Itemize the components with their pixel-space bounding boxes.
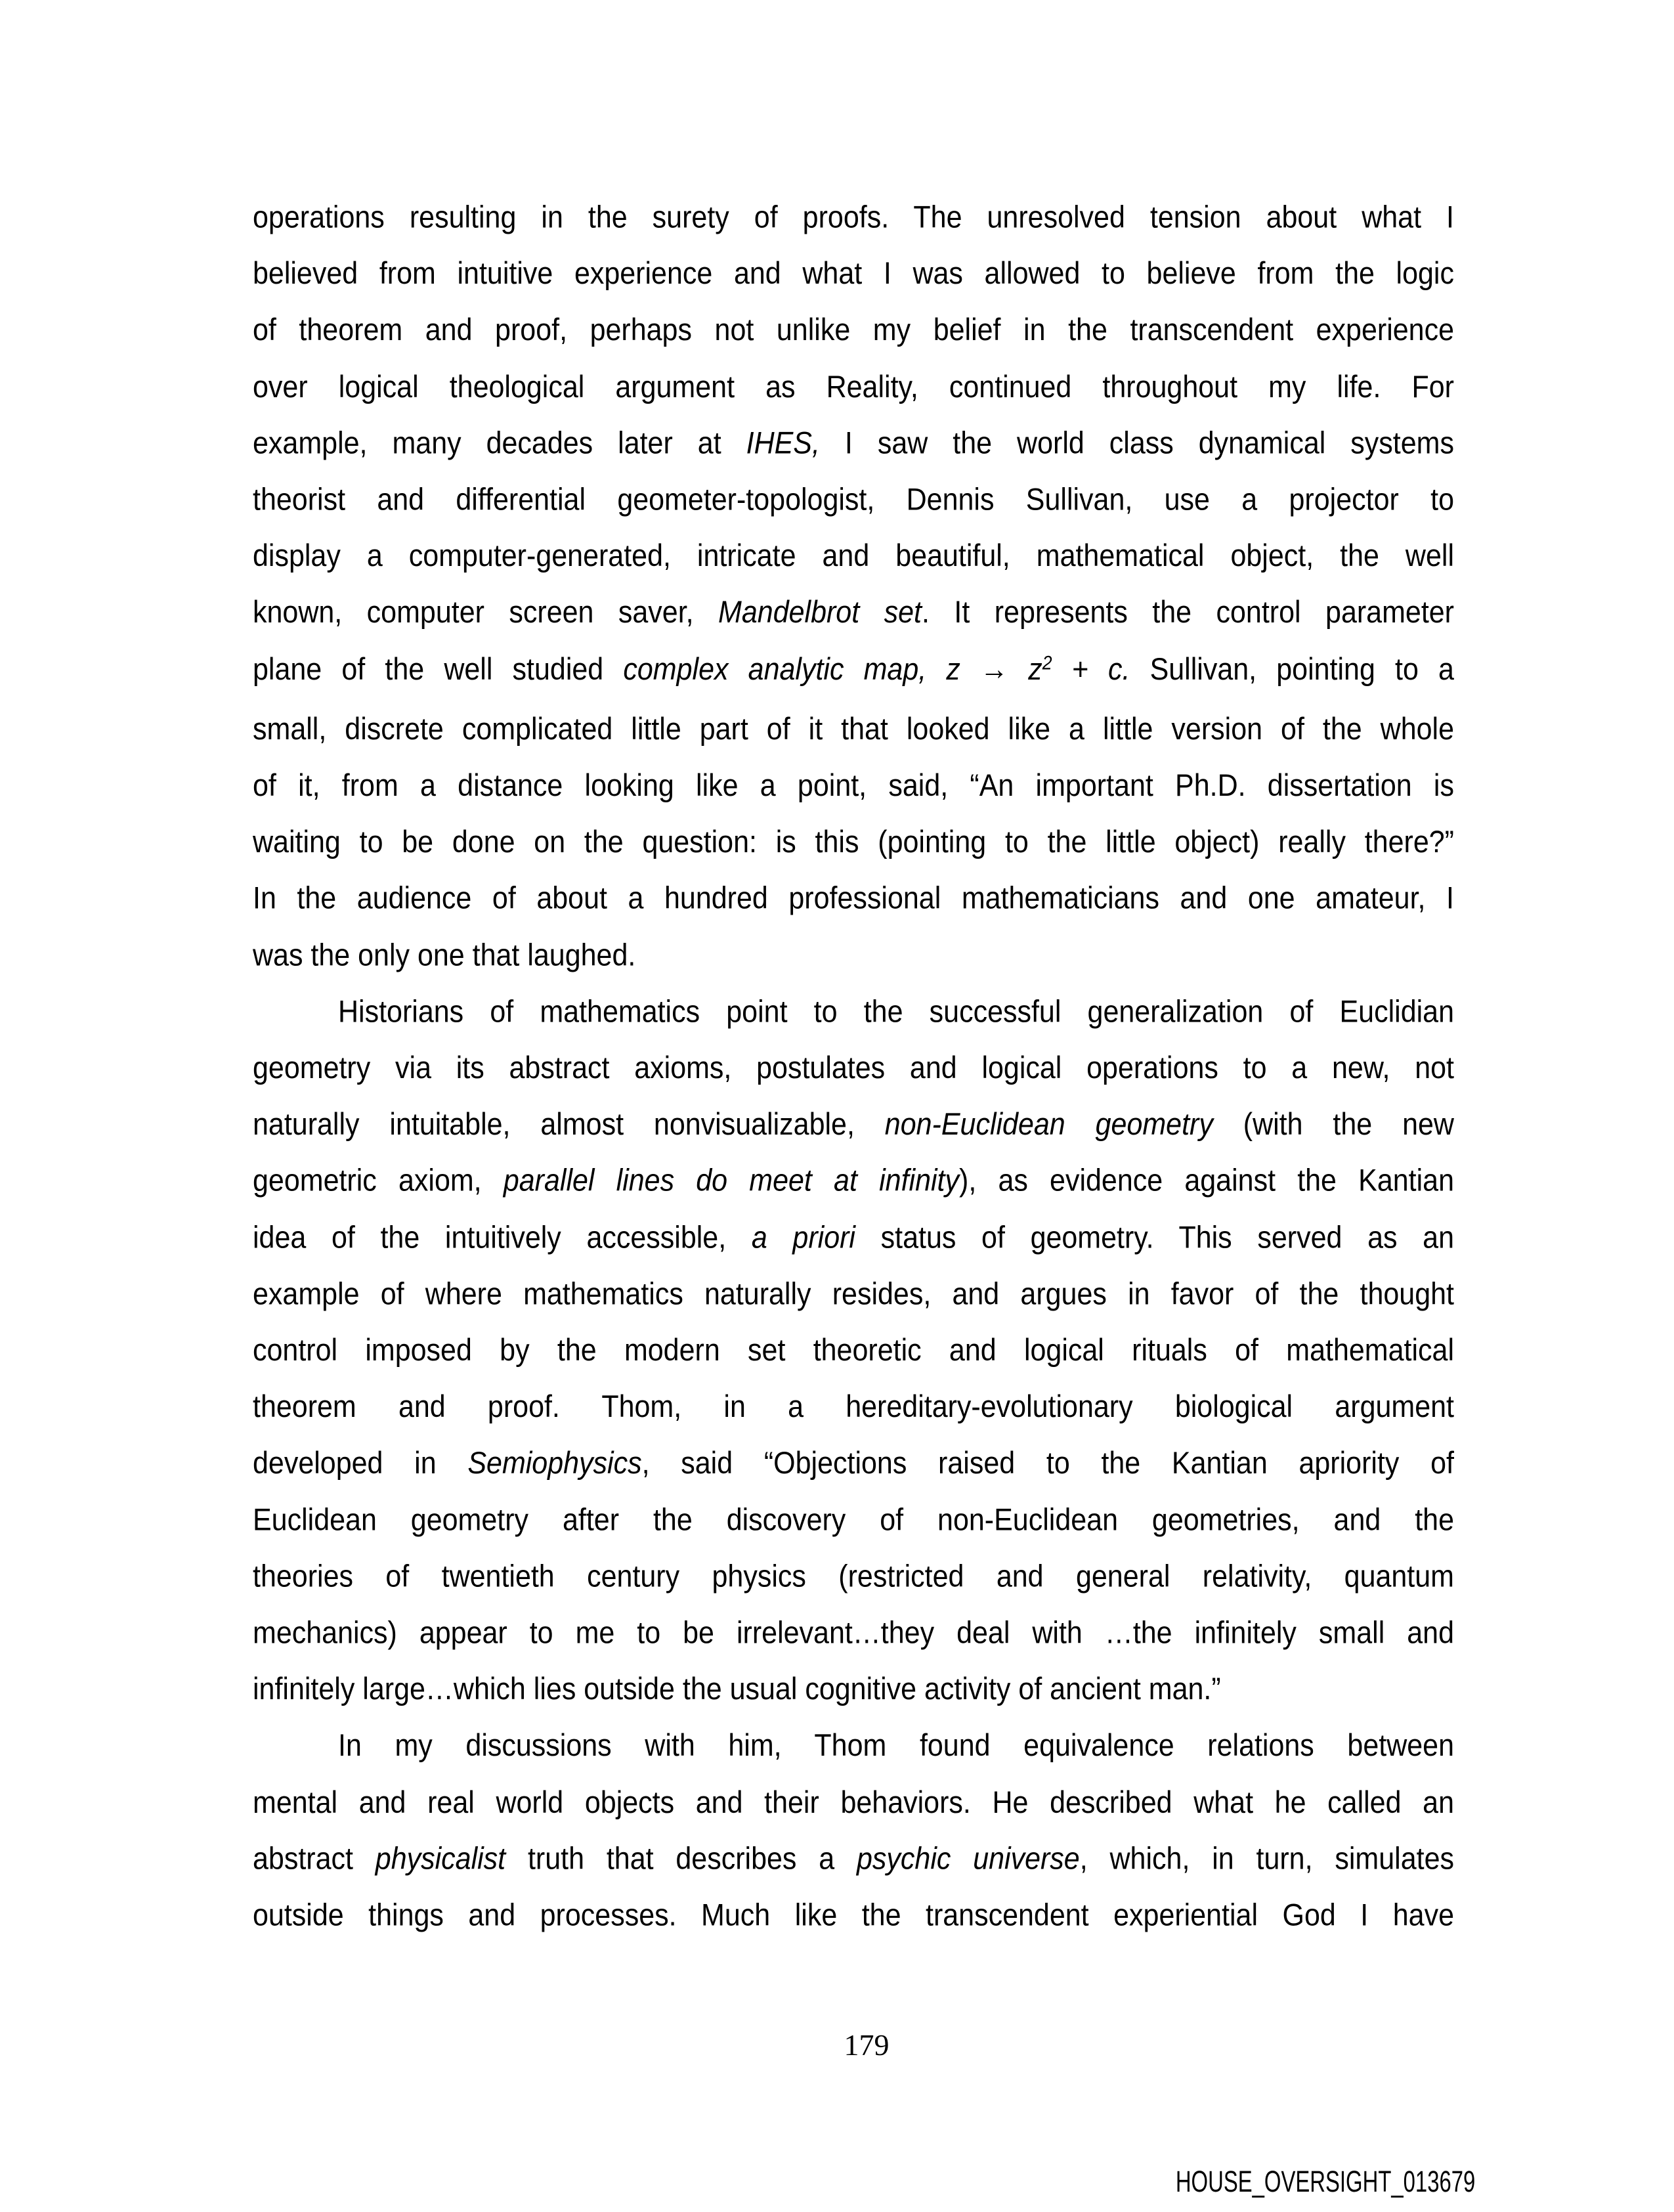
italic-run: + c. bbox=[1052, 651, 1130, 687]
text-line bbox=[253, 1153, 1454, 1209]
italic-run: Mandelbrot set bbox=[718, 595, 922, 630]
text-line bbox=[253, 189, 1454, 246]
text-line bbox=[253, 1718, 1454, 1774]
text-line-content bbox=[253, 302, 1454, 358]
text-run: In my discussions with him, Thom found equivalence relations between bbox=[338, 1728, 1454, 1764]
text-line-content bbox=[253, 1605, 1454, 1661]
text-line-content bbox=[253, 814, 1454, 871]
text-line bbox=[253, 358, 1454, 415]
text-line bbox=[253, 1774, 1454, 1831]
text-run: Historians of mathematics point to the successful generalization of Euclidian bbox=[338, 994, 1454, 1030]
italic-run: non-Euclidean geometry bbox=[884, 1107, 1213, 1142]
text-line-content bbox=[253, 189, 1454, 246]
text-line-content bbox=[338, 984, 1454, 1040]
text-run: mental and real world objects and their behaviors. He described what he called an bbox=[253, 1785, 1454, 1820]
text-run: plane of the well studied bbox=[253, 651, 624, 687]
text-line bbox=[253, 701, 1454, 758]
text-run: → bbox=[960, 651, 1029, 687]
body-text bbox=[253, 189, 1454, 1943]
text-line bbox=[253, 1379, 1454, 1435]
italic-run: parallel lines do meet at infinity bbox=[503, 1163, 959, 1199]
text-run: control imposed by the modern set theoretic and logical rituals of mathematical bbox=[253, 1333, 1454, 1368]
text-run: geometry via its abstract axioms, postulates and logical operations to a new, not bbox=[253, 1051, 1454, 1086]
paragraph bbox=[253, 1718, 1454, 1943]
text-line bbox=[253, 471, 1454, 528]
text-line bbox=[253, 302, 1454, 358]
text-run: was the only one that laughed. bbox=[253, 938, 636, 973]
text-line bbox=[253, 927, 1454, 984]
text-line-content bbox=[253, 758, 1454, 814]
text-run: known, computer screen saver, bbox=[253, 595, 719, 630]
text-run: abstract bbox=[253, 1841, 376, 1876]
text-run: status of geometry. This served as an bbox=[855, 1220, 1454, 1255]
text-run: theorem and proof. Thom, in a hereditary-evolutionary biological argument bbox=[253, 1389, 1454, 1425]
text-run: (with the new bbox=[1213, 1107, 1454, 1142]
text-line bbox=[253, 1548, 1454, 1605]
text-run: of it, from a distance looking like a point, said, “An important Ph.D. dissertation is bbox=[253, 768, 1454, 804]
italic-run: complex analytic map, z bbox=[623, 651, 960, 687]
text-run: waiting to be done on the question: is this (pointing to the little object) really there?” bbox=[253, 825, 1454, 860]
text-line-content bbox=[253, 1209, 1454, 1266]
text-line bbox=[253, 1266, 1454, 1322]
page-number: 179 bbox=[844, 2028, 890, 2062]
text-line bbox=[253, 814, 1454, 871]
text-line-content bbox=[253, 1153, 1454, 1209]
text-line bbox=[253, 1209, 1454, 1266]
text-run: . It represents the control parameter bbox=[921, 595, 1455, 630]
text-line bbox=[253, 246, 1454, 302]
text-run: theorist and differential geometer-topologist, Dennis Sullivan, use a projector to bbox=[253, 482, 1454, 517]
text-line bbox=[253, 1096, 1454, 1153]
text-line-content bbox=[253, 584, 1454, 641]
text-line-content bbox=[253, 1435, 1454, 1492]
italic-run: a priori bbox=[751, 1220, 855, 1255]
text-run: developed in bbox=[253, 1446, 468, 1481]
text-line bbox=[253, 1435, 1454, 1492]
italic-run: physicalist bbox=[375, 1841, 506, 1876]
text-line-content bbox=[253, 1661, 1221, 1718]
text-run: outside things and processes. Much like the transcendent experiential God I have bbox=[253, 1898, 1454, 1933]
text-line bbox=[253, 1492, 1454, 1548]
text-line-content bbox=[253, 1379, 1454, 1435]
text-run: of theorem and proof, perhaps not unlike my belief in the transcendent experience bbox=[253, 313, 1454, 348]
text-run: idea of the intuitively accessible, bbox=[253, 1220, 752, 1255]
text-line bbox=[253, 1887, 1454, 1943]
text-line bbox=[253, 528, 1454, 584]
text-line bbox=[253, 1661, 1454, 1718]
text-line-content bbox=[253, 1492, 1454, 1548]
text-line-content bbox=[253, 927, 635, 984]
text-line-content bbox=[253, 1322, 1454, 1379]
text-run: In the audience of about a hundred professional mathematicians and one amateur, I bbox=[253, 881, 1454, 917]
text-line bbox=[253, 1322, 1454, 1379]
text-run: ), as evidence against the Kantian bbox=[959, 1163, 1454, 1199]
text-line-content bbox=[253, 471, 1454, 528]
text-run: small, discrete complicated little part of it that looked like a little version of the whole bbox=[253, 712, 1454, 747]
text-run: infinitely large…which lies outside the usual cognitive activity of ancient man.” bbox=[253, 1672, 1221, 1707]
text-line bbox=[253, 871, 1454, 927]
text-line-content bbox=[253, 1266, 1454, 1322]
text-run: example of where mathematics naturally resides, and argues in favor of the thought bbox=[253, 1276, 1454, 1312]
text-run: Euclidean geometry after the discovery of non-Euclidean geometries, and the bbox=[253, 1502, 1454, 1538]
text-line-content bbox=[253, 358, 1454, 415]
text-line bbox=[253, 1605, 1454, 1661]
italic-run: IHES, bbox=[746, 425, 820, 461]
text-run: over logical theological argument as Reality, continued throughout my life. For bbox=[253, 369, 1454, 404]
text-run: Sullivan, pointing to a bbox=[1130, 651, 1454, 687]
text-run: operations resulting in the surety of proofs. The unresolved tension about what I bbox=[253, 200, 1454, 235]
superscript-run: 2 bbox=[1042, 652, 1052, 674]
text-line-content bbox=[253, 871, 1454, 927]
text-run: naturally intuitable, almost nonvisualizable, bbox=[253, 1107, 885, 1142]
text-line-content bbox=[253, 701, 1454, 758]
text-run: example, many decades later at bbox=[253, 425, 746, 461]
text-line-content bbox=[253, 1774, 1454, 1831]
text-run: truth that describes a bbox=[505, 1841, 857, 1876]
text-line bbox=[253, 1831, 1454, 1887]
paragraph bbox=[253, 189, 1454, 984]
text-line bbox=[253, 415, 1454, 471]
text-line-content bbox=[253, 641, 1454, 701]
text-line bbox=[253, 584, 1454, 641]
text-run: theories of twentieth century physics (restricted and general relativity, quantum bbox=[253, 1559, 1454, 1594]
italic-run: z bbox=[1028, 651, 1042, 687]
text-line-content bbox=[253, 1887, 1454, 1943]
text-run: believed from intuitive experience and what I was allowed to believe from the logic bbox=[253, 256, 1454, 292]
text-run: I saw the world class dynamical systems bbox=[819, 425, 1454, 461]
text-line-content bbox=[253, 1831, 1454, 1887]
text-line-content bbox=[253, 1548, 1454, 1605]
text-line bbox=[253, 984, 1454, 1040]
text-line-content bbox=[253, 1096, 1454, 1153]
paragraph bbox=[253, 984, 1454, 1718]
text-run: mechanics) appear to me to be irrelevant…they deal with …the infinitely small and bbox=[253, 1615, 1454, 1651]
text-line-content bbox=[338, 1718, 1454, 1774]
text-line-content bbox=[253, 246, 1454, 302]
text-line-content bbox=[253, 415, 1454, 471]
text-line bbox=[253, 1040, 1454, 1096]
text-line bbox=[253, 758, 1454, 814]
text-run: , said “Objections raised to the Kantian apriority of bbox=[641, 1446, 1454, 1481]
text-run: display a computer-generated, intricate and beautiful, mathematical object, the well bbox=[253, 538, 1454, 574]
bates-stamp: HOUSE_OVERSIGHT_013679 bbox=[1175, 2165, 1475, 2198]
text-line-content bbox=[253, 528, 1454, 584]
italic-run: Semiophysics bbox=[467, 1446, 642, 1481]
text-run: geometric axiom, bbox=[253, 1163, 504, 1199]
italic-run: psychic universe bbox=[856, 1841, 1080, 1876]
text-line bbox=[253, 641, 1454, 701]
text-line-content bbox=[253, 1040, 1454, 1096]
text-run: , which, in turn, simulates bbox=[1079, 1841, 1454, 1876]
